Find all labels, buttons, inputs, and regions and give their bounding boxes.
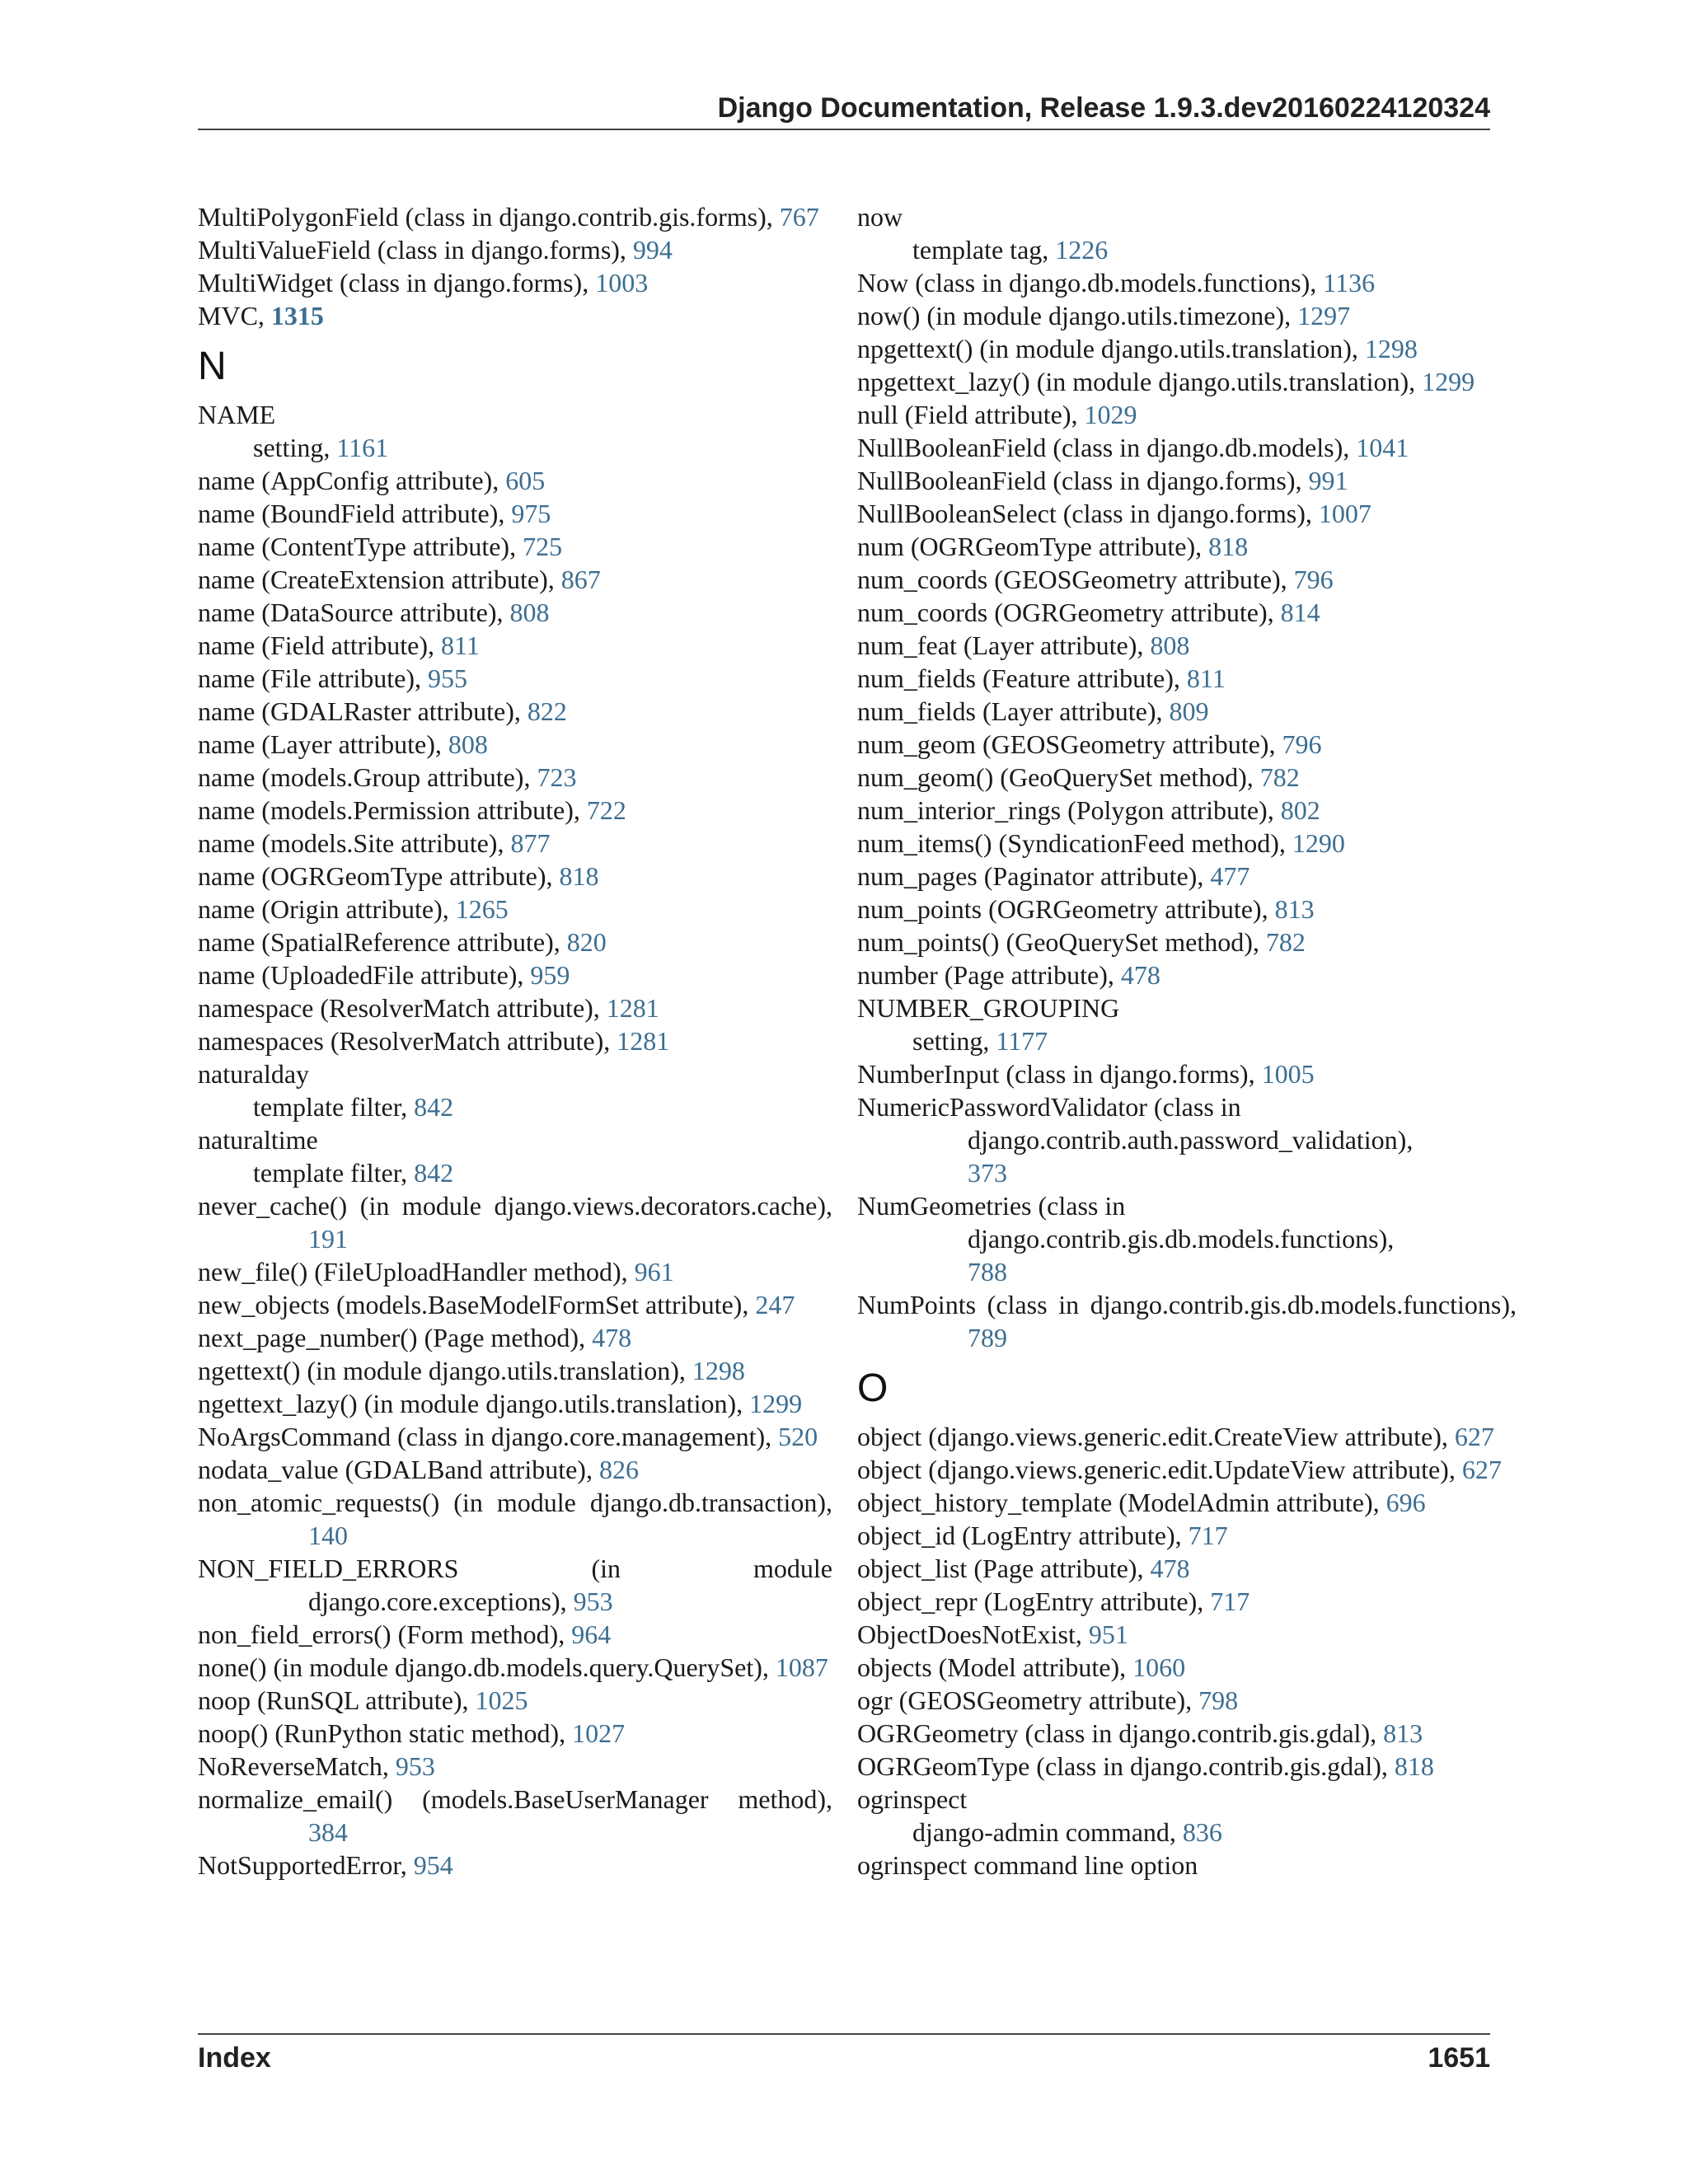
- index-entry: [857, 464, 1517, 497]
- entry-text: none() (in module django.db.models.query.QuerySet),: [198, 1652, 776, 1682]
- index-entry: [857, 1057, 1517, 1090]
- index-entry: [857, 1189, 1517, 1222]
- page-link[interactable]: 811: [441, 630, 480, 660]
- index-entry: [198, 695, 832, 728]
- page-link[interactable]: 991: [1308, 466, 1348, 495]
- index-entry: [857, 1651, 1517, 1684]
- page-link[interactable]: 1060: [1132, 1652, 1186, 1682]
- page-link[interactable]: 1007: [1318, 499, 1372, 528]
- index-entry: [198, 1387, 832, 1420]
- entry-text: num_pages (Paginator attribute),: [857, 861, 1211, 891]
- entry-text: NON_FIELD_ERRORS (in module django.core.exceptions),: [198, 1554, 832, 1616]
- page-link[interactable]: 877: [510, 828, 551, 858]
- entry-text: NullBooleanSelect (class in django.forms),: [857, 499, 1319, 528]
- entry-text: noop() (RunPython static method),: [198, 1718, 573, 1748]
- page-link[interactable]: 782: [1259, 762, 1300, 792]
- page-link[interactable]: 1177: [996, 1026, 1048, 1056]
- entry-text: naturaltime: [198, 1125, 318, 1155]
- footer-rule: [198, 2033, 1490, 2035]
- page-link[interactable]: 796: [1293, 565, 1334, 594]
- entry-text: name (GDALRaster attribute),: [198, 696, 528, 726]
- page-link[interactable]: 994: [632, 235, 673, 265]
- entry-text: name (CreateExtension attribute),: [198, 565, 561, 594]
- entry-text: npgettext_lazy() (in module django.utils.translation),: [857, 367, 1423, 396]
- entry-text: name (BoundField attribute),: [198, 499, 512, 528]
- index-entry: [857, 266, 1517, 299]
- index-entry: [198, 1486, 832, 1552]
- entry-text: num_geom (GEOSGeometry attribute),: [857, 729, 1282, 759]
- page-link[interactable]: 802: [1280, 795, 1320, 825]
- index-subentry: [198, 1156, 832, 1189]
- entry-text: django.contrib.gis.db.models.functions),: [968, 1224, 1395, 1254]
- entry-text: MultiValueField (class in django.forms),: [198, 235, 633, 265]
- page-link[interactable]: 1226: [1055, 235, 1109, 265]
- page-link[interactable]: 247: [755, 1290, 795, 1319]
- page-link[interactable]: 1298: [1364, 334, 1418, 363]
- index-entry: [857, 1288, 1517, 1354]
- index-entry: [198, 1288, 832, 1321]
- index-column-right: [857, 200, 1517, 1882]
- index-entry: [198, 1552, 832, 1618]
- entry-text: num_interior_rings (Polygon attribute),: [857, 795, 1281, 825]
- page-link[interactable]: 1005: [1261, 1059, 1315, 1089]
- index-entry: [857, 1420, 1517, 1453]
- page-link[interactable]: 722: [586, 795, 626, 825]
- entry-text: num (OGRGeomType attribute),: [857, 532, 1209, 561]
- page-link[interactable]: 696: [1386, 1488, 1426, 1517]
- entry-text: non_field_errors() (Form method),: [198, 1619, 572, 1649]
- entry-text: num_points() (GeoQuerySet method),: [857, 927, 1266, 957]
- page-link[interactable]: 191: [308, 1224, 348, 1254]
- index-entry: [198, 1750, 832, 1783]
- index-entry: [198, 563, 832, 596]
- header-rule: [198, 129, 1490, 130]
- index-entry: [198, 794, 832, 827]
- entry-text: template filter,: [253, 1092, 415, 1122]
- index-entry: [198, 1453, 832, 1486]
- page-link[interactable]: 140: [308, 1521, 348, 1550]
- entry-text: name (OGRGeomType attribute),: [198, 861, 560, 891]
- entry-text: NumberInput (class in django.forms),: [857, 1059, 1262, 1089]
- page-link[interactable]: 813: [1383, 1718, 1423, 1748]
- page-link[interactable]: 808: [448, 729, 488, 759]
- entry-text: objects (Model attribute),: [857, 1652, 1133, 1682]
- page-link[interactable]: 1299: [749, 1389, 803, 1418]
- entry-text: ngettext() (in module django.utils.translation),: [198, 1356, 692, 1385]
- page-link[interactable]: 384: [308, 1817, 348, 1847]
- index-entry: [198, 299, 832, 332]
- entry-text: setting,: [912, 1026, 996, 1056]
- entry-text: name (UploadedFile attribute),: [198, 960, 531, 990]
- entry-text: new_file() (FileUploadHandler method),: [198, 1257, 635, 1286]
- page-link[interactable]: 373: [968, 1158, 1007, 1188]
- index-entry: [198, 629, 832, 662]
- entry-text: setting,: [253, 433, 337, 462]
- page-link[interactable]: 1281: [617, 1026, 670, 1056]
- entry-text: template tag,: [912, 235, 1056, 265]
- entry-text: naturalday: [198, 1059, 310, 1089]
- page-header-title: Django Documentation, Release 1.9.3.dev20160224120324: [717, 92, 1490, 124]
- index-entry: [198, 233, 832, 266]
- page-link[interactable]: 808: [1150, 630, 1190, 660]
- page-link[interactable]: 717: [1210, 1586, 1250, 1616]
- entry-text: name (DataSource attribute),: [198, 598, 510, 627]
- index-entry: [198, 1717, 832, 1750]
- entry-text: name (File attribute),: [198, 663, 429, 693]
- index-subentry: [857, 1024, 1517, 1057]
- page-link[interactable]: 1315: [270, 301, 324, 330]
- entry-text: ObjectDoesNotExist,: [857, 1619, 1089, 1649]
- index-entry-continuation: [857, 1123, 1517, 1156]
- index-entry: [198, 1123, 832, 1156]
- entry-text: NumericPasswordValidator (class in: [857, 1092, 1241, 1122]
- page-link[interactable]: 964: [571, 1619, 612, 1649]
- page-link[interactable]: 820: [566, 927, 607, 957]
- page-link[interactable]: 954: [413, 1850, 453, 1880]
- index-entry: [857, 497, 1517, 530]
- footer-page-number: 1651: [1428, 2042, 1490, 2074]
- index-entry: [198, 1255, 832, 1288]
- page-link[interactable]: 478: [592, 1323, 632, 1352]
- page-link[interactable]: 955: [428, 663, 468, 693]
- entry-text: NotSupportedError,: [198, 1850, 414, 1880]
- entry-text: MVC,: [198, 301, 271, 330]
- index-entry: [857, 629, 1517, 662]
- page-link[interactable]: 818: [559, 861, 599, 891]
- index-entry: [198, 1849, 832, 1882]
- entry-text: name (Origin attribute),: [198, 894, 456, 924]
- index-entry: [857, 530, 1517, 563]
- page-link[interactable]: 836: [1182, 1817, 1222, 1847]
- index-entry: [198, 1024, 832, 1057]
- index-entry: [857, 332, 1517, 365]
- page-link[interactable]: 1265: [455, 894, 509, 924]
- entry-text: object (django.views.generic.edit.CreateView attribute),: [857, 1422, 1455, 1451]
- entry-text: NoArgsCommand (class in django.core.management),: [198, 1422, 779, 1451]
- page-link[interactable]: 796: [1282, 729, 1322, 759]
- index-entry: [857, 1453, 1517, 1486]
- index-entry: [198, 596, 832, 629]
- index-entry: [198, 1057, 832, 1090]
- page-link[interactable]: 767: [779, 202, 819, 232]
- page-link[interactable]: 605: [505, 466, 546, 495]
- index-entry: [857, 1717, 1517, 1750]
- index-entry: [857, 1783, 1517, 1816]
- index-letter-heading: N: [198, 344, 227, 388]
- index-entry: [857, 827, 1517, 860]
- index-entry: [857, 794, 1517, 827]
- entry-text: noop (RunSQL attribute),: [198, 1685, 476, 1715]
- page-link[interactable]: 811: [1186, 663, 1226, 693]
- index-entry: [857, 431, 1517, 464]
- page-link[interactable]: 1281: [606, 993, 659, 1023]
- index-entry: [198, 1684, 832, 1717]
- index-entry: [857, 1552, 1517, 1585]
- entry-text: num_geom() (GeoQuerySet method),: [857, 762, 1260, 792]
- entry-text: never_cache() (in module django.views.decorators.cache),: [198, 1191, 832, 1221]
- entry-text: ngettext_lazy() (in module django.utils.translation),: [198, 1389, 750, 1418]
- index-entry: [857, 991, 1517, 1024]
- entry-text: NAME: [198, 400, 276, 429]
- index-entry: [198, 1420, 832, 1453]
- entry-text: name (AppConfig attribute),: [198, 466, 506, 495]
- index-entry: [198, 926, 832, 958]
- page-link[interactable]: 1025: [475, 1685, 528, 1715]
- page-link[interactable]: 1029: [1084, 400, 1137, 429]
- entry-text: Now (class in django.db.models.functions),: [857, 268, 1324, 298]
- page-link[interactable]: 789: [968, 1323, 1007, 1352]
- page-link[interactable]: 951: [1088, 1619, 1128, 1649]
- page-link[interactable]: 1136: [1323, 268, 1376, 298]
- index-entry: [857, 1618, 1517, 1651]
- page-link[interactable]: 1003: [595, 268, 649, 298]
- page-link[interactable]: 1299: [1422, 367, 1475, 396]
- entry-text: non_atomic_requests() (in module django.db.transaction),: [198, 1488, 832, 1517]
- index-column-left: [198, 200, 832, 1882]
- index-entry: [198, 464, 832, 497]
- page-link[interactable]: 1161: [336, 433, 389, 462]
- entry-text: name (SpatialReference attribute),: [198, 927, 567, 957]
- entry-text: namespace (ResolverMatch attribute),: [198, 993, 607, 1023]
- index-subentry: [857, 233, 1517, 266]
- entry-text: name (models.Site attribute),: [198, 828, 511, 858]
- index-entry: [198, 200, 832, 233]
- index-entry: [857, 662, 1517, 695]
- entry-text: num_fields (Layer attribute),: [857, 696, 1170, 726]
- entry-text: django.contrib.auth.password_validation),: [968, 1125, 1414, 1155]
- entry-text: name (ContentType attribute),: [198, 532, 523, 561]
- index-entry: [198, 893, 832, 926]
- page-link[interactable]: 478: [1150, 1554, 1190, 1583]
- index-entry: [857, 596, 1517, 629]
- page-link[interactable]: 717: [1188, 1521, 1228, 1550]
- page-link[interactable]: 1041: [1356, 433, 1409, 462]
- page-link[interactable]: 818: [1208, 532, 1249, 561]
- entry-text: now() (in module django.utils.timezone),: [857, 301, 1298, 330]
- page-link[interactable]: 953: [573, 1586, 613, 1616]
- index-entry: [857, 200, 1517, 233]
- page-link[interactable]: 818: [1394, 1751, 1434, 1781]
- index-entry: [857, 1585, 1517, 1618]
- entry-text: name (models.Permission attribute),: [198, 795, 587, 825]
- index-entry: [857, 695, 1517, 728]
- page-link[interactable]: 1027: [572, 1718, 626, 1748]
- entry-text: django-admin command,: [912, 1817, 1183, 1847]
- index-entry: [198, 398, 832, 431]
- index-entry: [198, 860, 832, 893]
- index-entry: [857, 398, 1517, 431]
- index-entry: [857, 1090, 1517, 1123]
- index-subentry: [198, 431, 832, 464]
- entry-text: ogr (GEOSGeometry attribute),: [857, 1685, 1199, 1715]
- index-entry: [198, 1354, 832, 1387]
- index-entry: [857, 1750, 1517, 1783]
- index-entry: [857, 860, 1517, 893]
- page-link[interactable]: 842: [414, 1158, 454, 1188]
- index-entry: [857, 761, 1517, 794]
- page-link[interactable]: 725: [523, 532, 563, 561]
- entry-text: new_objects (models.BaseModelFormSet attribute),: [198, 1290, 756, 1319]
- entry-text: object_id (LogEntry attribute),: [857, 1521, 1189, 1550]
- page-link[interactable]: 627: [1461, 1455, 1502, 1484]
- index-entry: [198, 1189, 832, 1255]
- index-entry: [857, 728, 1517, 761]
- index-entry: [857, 1849, 1517, 1882]
- entry-text: NullBooleanField (class in django.forms),: [857, 466, 1309, 495]
- index-entry: [198, 497, 832, 530]
- page-link[interactable]: 478: [1120, 960, 1160, 990]
- page-link[interactable]: 627: [1454, 1422, 1494, 1451]
- page-link[interactable]: 953: [395, 1751, 435, 1781]
- page-link[interactable]: 809: [1169, 696, 1209, 726]
- entry-text: num_items() (SyndicationFeed method),: [857, 828, 1292, 858]
- index-entry: [198, 662, 832, 695]
- entry-text: next_page_number() (Page method),: [198, 1323, 593, 1352]
- entry-text: object_list (Page attribute),: [857, 1554, 1151, 1583]
- page-link[interactable]: 867: [560, 565, 601, 594]
- entry-text: NumGeometries (class in: [857, 1191, 1126, 1221]
- index-entry: [857, 926, 1517, 958]
- entry-text: ogrinspect: [857, 1784, 968, 1814]
- page-link[interactable]: 814: [1280, 598, 1320, 627]
- page-link[interactable]: 723: [537, 762, 577, 792]
- page-link[interactable]: 1087: [775, 1652, 828, 1682]
- page-link[interactable]: 1298: [692, 1356, 745, 1385]
- entry-text: MultiPolygonField (class in django.contrib.gis.forms),: [198, 202, 780, 232]
- index-entry-continuation: [857, 1255, 1517, 1288]
- index-entry: [198, 1783, 832, 1849]
- entry-text: name (Field attribute),: [198, 630, 442, 660]
- entry-text: NumPoints (class in django.contrib.gis.db.models.functions),: [857, 1290, 1517, 1319]
- index-entry: [198, 728, 832, 761]
- index-entry: [857, 958, 1517, 991]
- entry-text: namespaces (ResolverMatch attribute),: [198, 1026, 617, 1056]
- entry-text: OGRGeomType (class in django.contrib.gis.gdal),: [857, 1751, 1395, 1781]
- index-entry-continuation: [857, 1222, 1517, 1255]
- page-link[interactable]: 782: [1265, 927, 1306, 957]
- index-entry: [857, 1519, 1517, 1552]
- entry-text: num_feat (Layer attribute),: [857, 630, 1151, 660]
- entry-text: MultiWidget (class in django.forms),: [198, 268, 596, 298]
- index-entry: [857, 1684, 1517, 1717]
- index-entry: [198, 530, 832, 563]
- page-link[interactable]: 842: [414, 1092, 454, 1122]
- entry-text: object_history_template (ModelAdmin attribute),: [857, 1488, 1386, 1517]
- entry-text: object_repr (LogEntry attribute),: [857, 1586, 1211, 1616]
- entry-text: object (django.views.generic.edit.UpdateView attribute),: [857, 1455, 1462, 1484]
- index-entry: [857, 1486, 1517, 1519]
- index-letter-heading: O: [857, 1366, 889, 1410]
- index-entry: [198, 991, 832, 1024]
- page-link[interactable]: 961: [634, 1257, 674, 1286]
- page-link[interactable]: 477: [1210, 861, 1250, 891]
- page-link[interactable]: 1290: [1292, 828, 1345, 858]
- entry-text: OGRGeometry (class in django.contrib.gis.gdal),: [857, 1718, 1384, 1748]
- index-entry-continuation: [857, 1156, 1517, 1189]
- index-entry: [198, 266, 832, 299]
- index-entry: [198, 1651, 832, 1684]
- index-entry: [857, 365, 1517, 398]
- page-link[interactable]: 826: [598, 1455, 639, 1484]
- index-subentry: [198, 1090, 832, 1123]
- page-link[interactable]: 822: [527, 696, 567, 726]
- index-entry: [198, 1321, 832, 1354]
- entry-text: normalize_email() (models.BaseUserManager method),: [198, 1784, 832, 1814]
- page-link[interactable]: 520: [778, 1422, 818, 1451]
- page-link[interactable]: 808: [509, 598, 550, 627]
- page-link[interactable]: 1297: [1297, 301, 1351, 330]
- entry-text: num_coords (GEOSGeometry attribute),: [857, 565, 1294, 594]
- index-entry: [857, 893, 1517, 926]
- entry-text: NullBooleanField (class in django.db.models),: [857, 433, 1357, 462]
- entry-text: nodata_value (GDALBand attribute),: [198, 1455, 599, 1484]
- entry-text: now: [857, 202, 903, 232]
- entry-text: num_coords (OGRGeometry attribute),: [857, 598, 1281, 627]
- index-entry: [198, 1618, 832, 1651]
- entry-text: name (models.Group attribute),: [198, 762, 537, 792]
- entry-text: name (Layer attribute),: [198, 729, 448, 759]
- index-entry: [857, 563, 1517, 596]
- entry-text: num_fields (Feature attribute),: [857, 663, 1187, 693]
- entry-text: NUMBER_GROUPING: [857, 993, 1120, 1023]
- entry-text: npgettext() (in module django.utils.translation),: [857, 334, 1365, 363]
- entry-text: num_points (OGRGeometry attribute),: [857, 894, 1275, 924]
- page-link[interactable]: 788: [968, 1257, 1007, 1286]
- index-entry: [198, 761, 832, 794]
- entry-text: template filter,: [253, 1158, 415, 1188]
- index-entry: [198, 827, 832, 860]
- page-link[interactable]: 959: [530, 960, 570, 990]
- index-entry: [857, 299, 1517, 332]
- page-link[interactable]: 813: [1274, 894, 1315, 924]
- page-link[interactable]: 975: [511, 499, 551, 528]
- entry-text: NoReverseMatch,: [198, 1751, 396, 1781]
- entry-text: ogrinspect command line option: [857, 1850, 1198, 1880]
- index-entry: [198, 958, 832, 991]
- page-link[interactable]: 798: [1198, 1685, 1239, 1715]
- entry-text: number (Page attribute),: [857, 960, 1121, 990]
- index-subentry: [857, 1816, 1517, 1849]
- entry-text: null (Field attribute),: [857, 400, 1085, 429]
- footer-section-label: Index: [198, 2042, 271, 2074]
